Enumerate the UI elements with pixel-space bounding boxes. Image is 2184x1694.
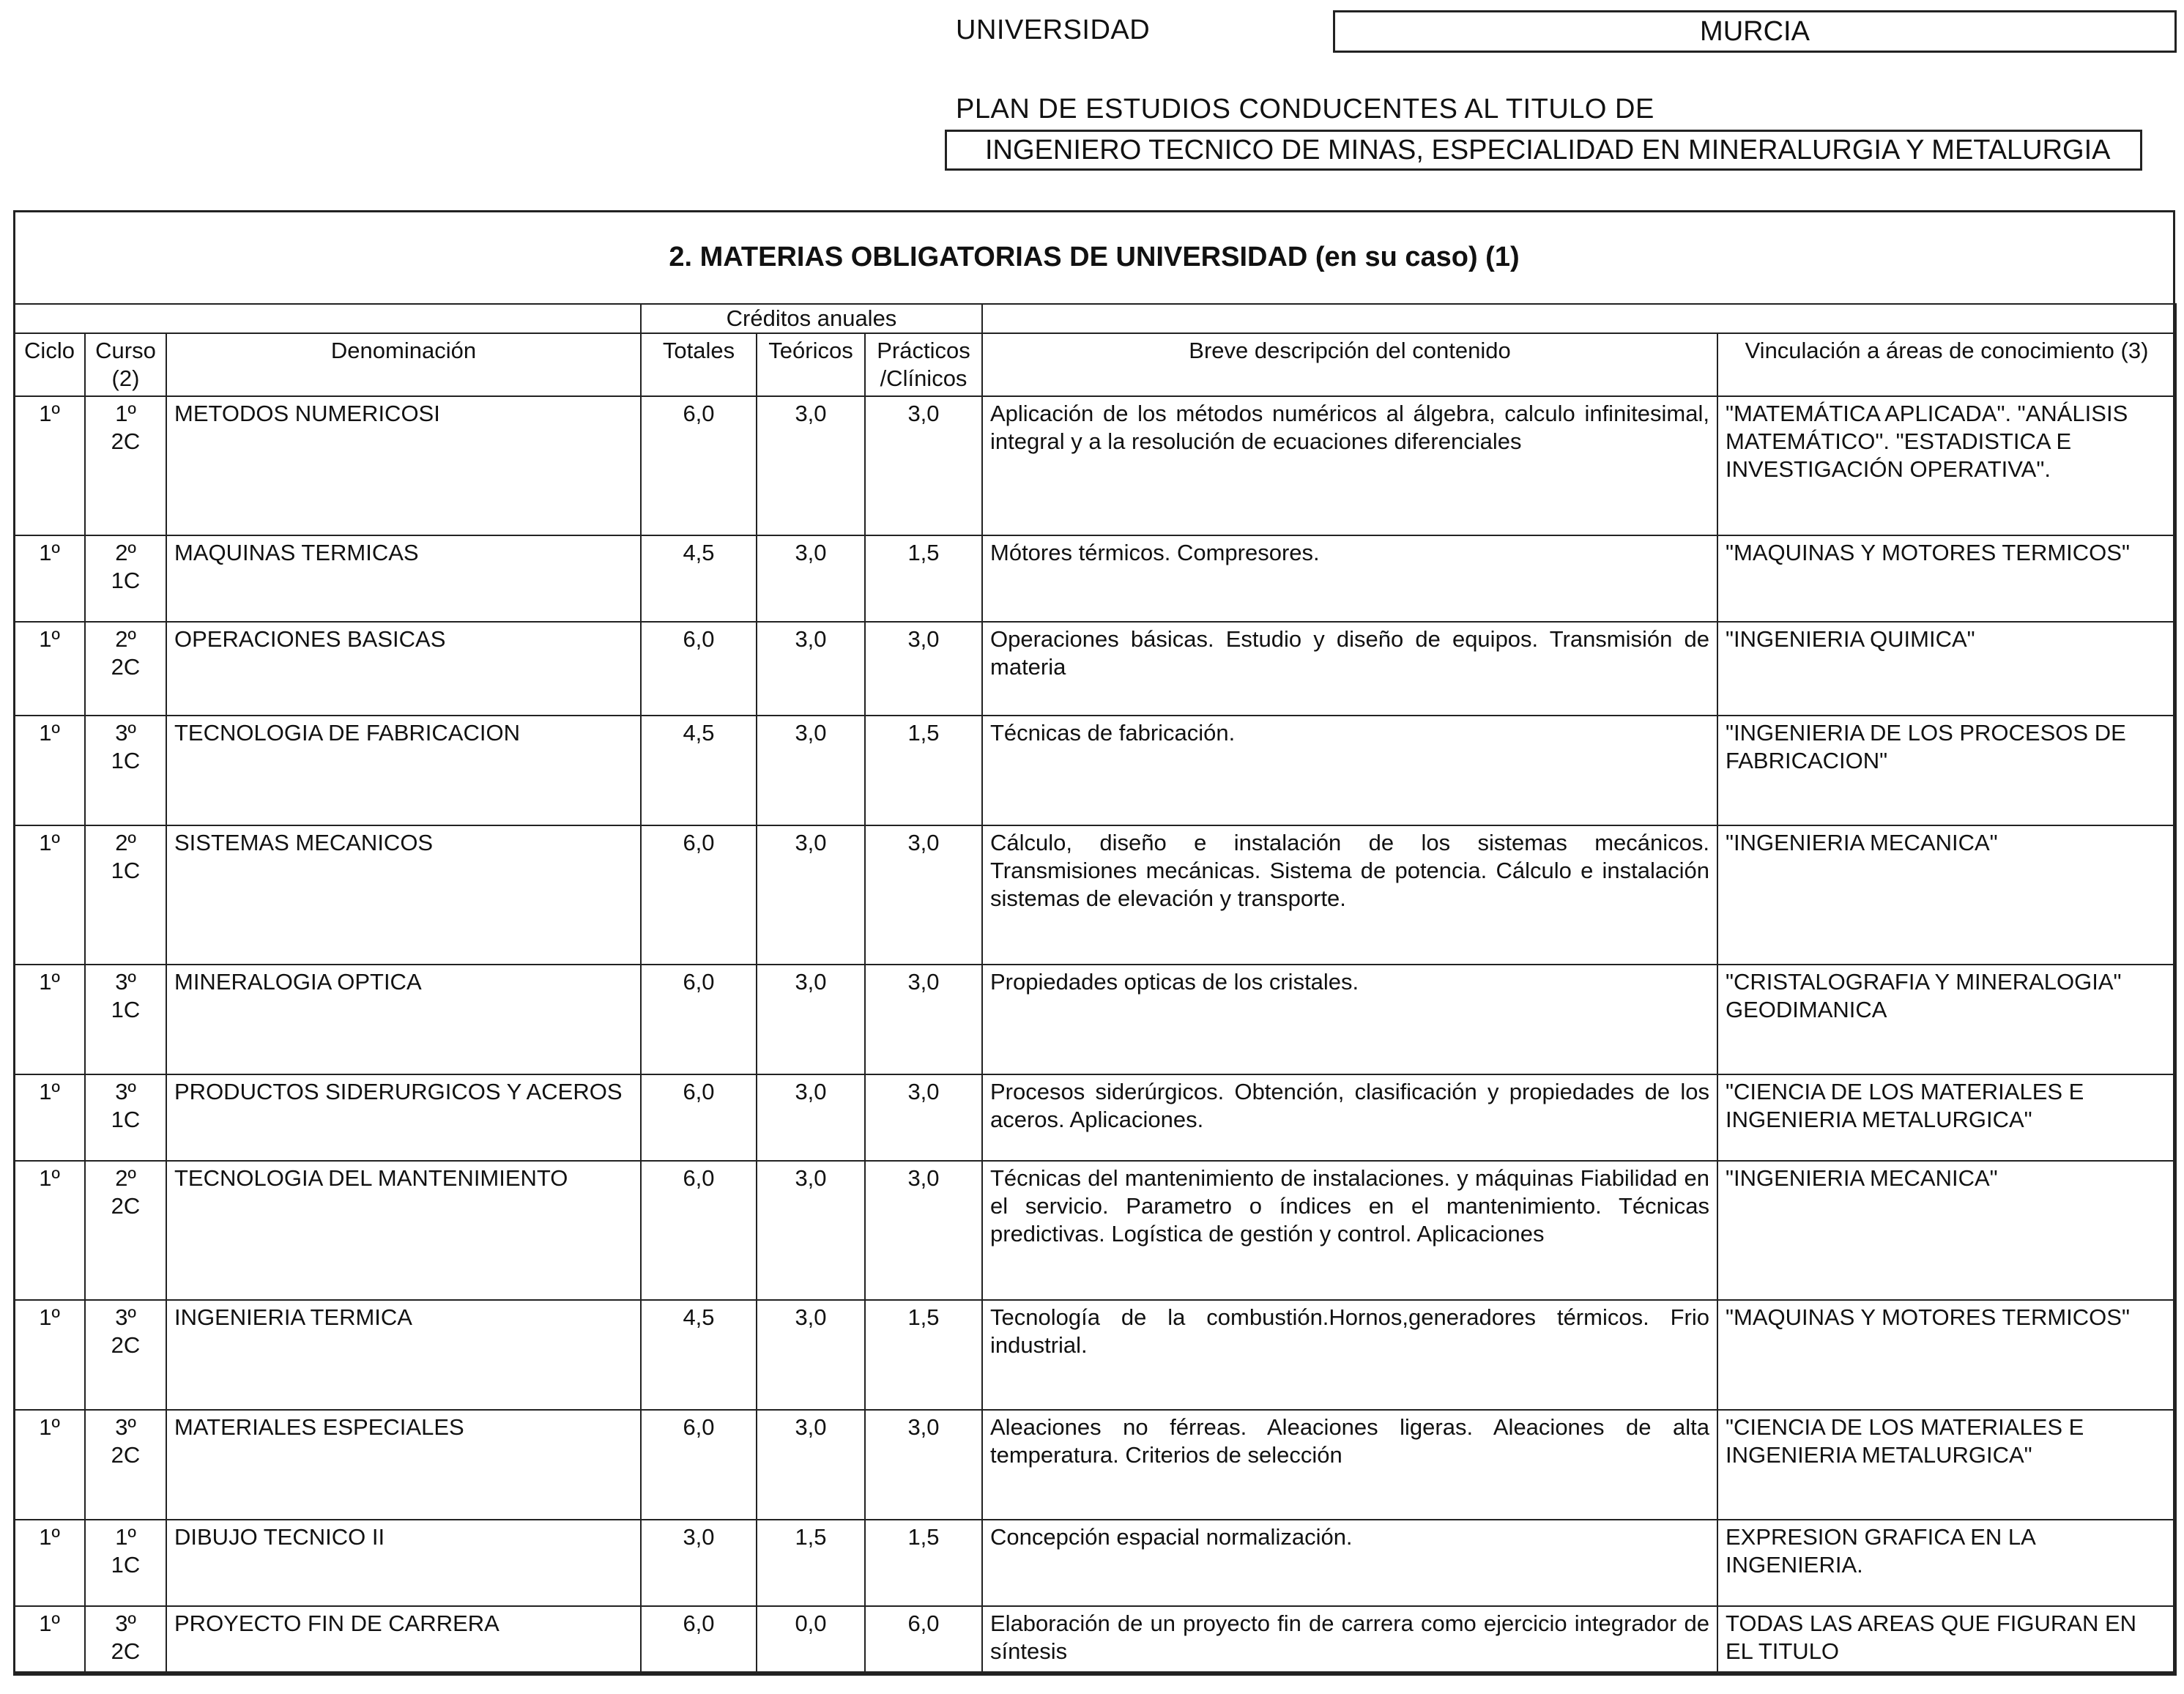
- cell-vinculacion: "CIENCIA DE LOS MATERIALES E INGENIERIA METALURGICA": [1717, 1074, 2176, 1161]
- table-row: [14, 965, 2176, 1074]
- header-group-row: [14, 304, 2176, 333]
- cell-denominacion: PRODUCTOS SIDERURGICOS Y ACEROS: [166, 1074, 641, 1161]
- cell-descripcion: Concepción espacial normalización.: [982, 1520, 1717, 1606]
- cell-curso: [85, 1520, 166, 1606]
- cell-descripcion: Técnicas de fabricación.: [982, 716, 1717, 825]
- cell-curso: [85, 716, 166, 825]
- cell-descripcion: Procesos siderúrgicos. Obtención, clasificación y propiedades de los aceros. Aplicaciones.: [982, 1074, 1717, 1161]
- university-label: UNIVERSIDAD: [956, 15, 1151, 45]
- cell-vinculacion: TODAS LAS AREAS QUE FIGURAN EN EL TITULO: [1717, 1606, 2176, 1675]
- cell-descripcion: Elaboración de un proyecto fin de carrera como ejercicio integrador de síntesis: [982, 1606, 1717, 1675]
- cell-ciclo: 1º: [14, 1606, 85, 1675]
- cell-curso: [85, 622, 166, 716]
- cell-denominacion: TECNOLOGIA DE FABRICACION: [166, 716, 641, 825]
- cell-descripcion: Técnicas del mantenimiento de instalaciones. y máquinas Fiabilidad en el servicio. Parametro o índices en el mantenimiento. Técnicas predictivas. Logística de gestión y control. Aplicaciones: [982, 1161, 1717, 1300]
- table-row: [14, 1410, 2176, 1520]
- cell-curso-year: 3º: [115, 1079, 136, 1104]
- cell-practicos: 1,5: [865, 535, 982, 622]
- cell-totales: 6,0: [641, 396, 757, 535]
- cell-curso-year: 3º: [115, 969, 136, 995]
- cell-practicos: 1,5: [865, 716, 982, 825]
- university-field: MURCIA: [1333, 10, 2177, 53]
- section-title: 2. MATERIAS OBLIGATORIAS DE UNIVERSIDAD (en su caso) (1): [669, 242, 1520, 272]
- table-row: [14, 1161, 2176, 1300]
- cell-curso: [85, 396, 166, 535]
- table-row: [14, 1520, 2176, 1606]
- cell-denominacion: METODOS NUMERICOSI: [166, 396, 641, 535]
- table-row: [14, 535, 2176, 622]
- cell-totales: 6,0: [641, 1161, 757, 1300]
- cell-vinculacion: "CRISTALOGRAFIA Y MINERALOGIA" GEODIMANICA: [1717, 965, 2176, 1074]
- cell-totales: 6,0: [641, 1074, 757, 1161]
- cell-curso-term: 1C: [111, 748, 141, 773]
- cell-totales: 6,0: [641, 825, 757, 965]
- cell-teoricos: 3,0: [757, 716, 865, 825]
- cell-ciclo: 1º: [14, 1520, 85, 1606]
- cell-vinculacion: "MATEMÁTICA APLICADA". "ANÁLISIS MATEMÁTICO". "ESTADISTICA E INVESTIGACIÓN OPERATIVA".: [1717, 396, 2176, 535]
- subjects-table: [13, 303, 2177, 1676]
- cell-curso-term: 2C: [111, 1332, 141, 1358]
- cell-ciclo: 1º: [14, 825, 85, 965]
- cell-vinculacion: "INGENIERIA MECANICA": [1717, 1161, 2176, 1300]
- cell-curso-term: 1C: [111, 568, 141, 593]
- cell-practicos: 3,0: [865, 1074, 982, 1161]
- cell-practicos: 3,0: [865, 622, 982, 716]
- cell-ciclo: 1º: [14, 1300, 85, 1410]
- cell-totales: 6,0: [641, 1606, 757, 1675]
- cell-vinculacion: "MAQUINAS Y MOTORES TERMICOS": [1717, 1300, 2176, 1410]
- cell-totales: 6,0: [641, 1410, 757, 1520]
- cell-curso: [85, 535, 166, 622]
- cell-descripcion: Operaciones básicas. Estudio y diseño de equipos. Transmisión de materia: [982, 622, 1717, 716]
- cell-denominacion: OPERACIONES BASICAS: [166, 622, 641, 716]
- cell-teoricos: 3,0: [757, 825, 865, 965]
- cell-totales: 4,5: [641, 535, 757, 622]
- cell-teoricos: 3,0: [757, 622, 865, 716]
- cell-totales: 4,5: [641, 716, 757, 825]
- table-row: [14, 396, 2176, 535]
- cell-practicos: 3,0: [865, 1410, 982, 1520]
- table-row: [14, 1606, 2176, 1675]
- col-curso-label: Curso: [95, 338, 156, 363]
- cell-ciclo: 1º: [14, 622, 85, 716]
- col-curso: [85, 333, 166, 396]
- cell-descripcion: Mótores térmicos. Compresores.: [982, 535, 1717, 622]
- cell-teoricos: 3,0: [757, 1410, 865, 1520]
- cell-curso: [85, 1161, 166, 1300]
- cell-totales: 3,0: [641, 1520, 757, 1606]
- cell-practicos: 3,0: [865, 396, 982, 535]
- header-spacer-left: [14, 304, 641, 333]
- cell-curso-year: 1º: [115, 401, 136, 426]
- cell-curso: [85, 1606, 166, 1675]
- cell-curso-term: 1C: [111, 997, 141, 1022]
- cell-descripcion: Cálculo, diseño e instalación de los sistemas mecánicos. Transmisiones mecánicas. Sistema de potencia. Cálculo e instalación sistemas de elevación y transporte.: [982, 825, 1717, 965]
- cell-teoricos: 3,0: [757, 396, 865, 535]
- cell-teoricos: 3,0: [757, 1074, 865, 1161]
- cell-curso-term: 2C: [111, 428, 141, 454]
- cell-curso-term: 2C: [111, 1638, 141, 1664]
- cell-ciclo: 1º: [14, 965, 85, 1074]
- cell-curso-year: 3º: [115, 1304, 136, 1330]
- cell-curso-term: 2C: [111, 1193, 141, 1219]
- cell-denominacion: MINERALOGIA OPTICA: [166, 965, 641, 1074]
- subjects-body: [14, 396, 2176, 1675]
- cell-denominacion: INGENIERIA TERMICA: [166, 1300, 641, 1410]
- cell-curso-year: 3º: [115, 1414, 136, 1440]
- col-practicos-sub: /Clínicos: [880, 365, 967, 391]
- cell-curso-term: 1C: [111, 1107, 141, 1132]
- cell-teoricos: 3,0: [757, 1300, 865, 1410]
- cell-totales: 6,0: [641, 622, 757, 716]
- table-row: [14, 622, 2176, 716]
- cell-curso: [85, 965, 166, 1074]
- cell-vinculacion: "MAQUINAS Y MOTORES TERMICOS": [1717, 535, 2176, 622]
- cell-practicos: 3,0: [865, 825, 982, 965]
- header-row: [14, 333, 2176, 396]
- cell-curso: [85, 825, 166, 965]
- table-row: [14, 716, 2176, 825]
- cell-ciclo: 1º: [14, 716, 85, 825]
- table-row: [14, 825, 2176, 965]
- col-curso-note: (2): [111, 365, 140, 391]
- cell-descripcion: Propiedades opticas de los cristales.: [982, 965, 1717, 1074]
- cell-vinculacion: "CIENCIA DE LOS MATERIALES E INGENIERIA METALURGICA": [1717, 1410, 2176, 1520]
- cell-ciclo: 1º: [14, 1074, 85, 1161]
- cell-curso-term: 1C: [111, 858, 141, 883]
- cell-descripcion: Tecnología de la combustión.Hornos,generadores térmicos. Frio industrial.: [982, 1300, 1717, 1410]
- degree-field: INGENIERO TECNICO DE MINAS, ESPECIALIDAD EN MINERALURGIA Y METALURGIA: [945, 130, 2142, 171]
- cell-vinculacion: "INGENIERIA MECANICA": [1717, 825, 2176, 965]
- cell-curso: [85, 1300, 166, 1410]
- cell-vinculacion: EXPRESION GRAFICA EN LA INGENIERIA.: [1717, 1520, 2176, 1606]
- table-row: [14, 1300, 2176, 1410]
- cell-curso-year: 3º: [115, 1611, 136, 1636]
- col-totales: Totales: [641, 333, 757, 396]
- table-row: [14, 1074, 2176, 1161]
- cell-teoricos: 1,5: [757, 1520, 865, 1606]
- cell-vinculacion: "INGENIERIA QUIMICA": [1717, 622, 2176, 716]
- cell-curso-term: 2C: [111, 1442, 141, 1468]
- cell-teoricos: 3,0: [757, 1161, 865, 1300]
- col-denominacion: Denominación: [166, 333, 641, 396]
- col-ciclo: Ciclo: [14, 333, 85, 396]
- cell-curso-year: 2º: [115, 626, 136, 652]
- cell-curso-term: 1C: [111, 1552, 141, 1578]
- cell-descripcion: Aplicación de los métodos numéricos al álgebra, calculo infinitesimal, integral y a la resolución de ecuaciones diferenciales: [982, 396, 1717, 535]
- cell-denominacion: MAQUINAS TERMICAS: [166, 535, 641, 622]
- cell-curso-term: 2C: [111, 654, 141, 680]
- cell-teoricos: 3,0: [757, 535, 865, 622]
- cell-totales: 6,0: [641, 965, 757, 1074]
- col-teoricos: Teóricos: [757, 333, 865, 396]
- cell-teoricos: 3,0: [757, 965, 865, 1074]
- cell-curso-year: 2º: [115, 1165, 136, 1191]
- cell-practicos: 3,0: [865, 965, 982, 1074]
- cell-practicos: 1,5: [865, 1300, 982, 1410]
- cell-denominacion: SISTEMAS MECANICOS: [166, 825, 641, 965]
- col-practicos-label: Prácticos: [877, 338, 970, 363]
- cell-ciclo: 1º: [14, 535, 85, 622]
- cell-ciclo: 1º: [14, 1410, 85, 1520]
- cell-vinculacion: "INGENIERIA DE LOS PROCESOS DE FABRICACION": [1717, 716, 2176, 825]
- subjects-table-frame: [13, 210, 2175, 1675]
- header-spacer-right: [982, 304, 2176, 333]
- cell-teoricos: 0,0: [757, 1606, 865, 1675]
- col-descripcion: Breve descripción del contenido: [982, 333, 1717, 396]
- cell-ciclo: 1º: [14, 396, 85, 535]
- cell-denominacion: PROYECTO FIN DE CARRERA: [166, 1606, 641, 1675]
- cell-curso-year: 2º: [115, 540, 136, 565]
- cell-practicos: 3,0: [865, 1161, 982, 1300]
- col-practicos: [865, 333, 982, 396]
- cell-practicos: 1,5: [865, 1520, 982, 1606]
- cell-ciclo: 1º: [14, 1161, 85, 1300]
- cell-curso-year: 1º: [115, 1524, 136, 1550]
- plan-label: PLAN DE ESTUDIOS CONDUCENTES AL TITULO DE: [956, 94, 1654, 125]
- cell-curso-year: 2º: [115, 830, 136, 855]
- cell-curso-year: 3º: [115, 720, 136, 746]
- cell-practicos: 6,0: [865, 1606, 982, 1675]
- col-vinculacion: Vinculación a áreas de conocimiento (3): [1717, 333, 2176, 396]
- cell-denominacion: DIBUJO TECNICO II: [166, 1520, 641, 1606]
- creditos-group-header: Créditos anuales: [641, 304, 982, 333]
- cell-denominacion: TECNOLOGIA DEL MANTENIMIENTO: [166, 1161, 641, 1300]
- cell-curso: [85, 1410, 166, 1520]
- cell-curso: [85, 1074, 166, 1161]
- cell-totales: 4,5: [641, 1300, 757, 1410]
- cell-descripcion: Aleaciones no férreas. Aleaciones ligeras. Aleaciones de alta temperatura. Criterios de selección: [982, 1410, 1717, 1520]
- cell-denominacion: MATERIALES ESPECIALES: [166, 1410, 641, 1520]
